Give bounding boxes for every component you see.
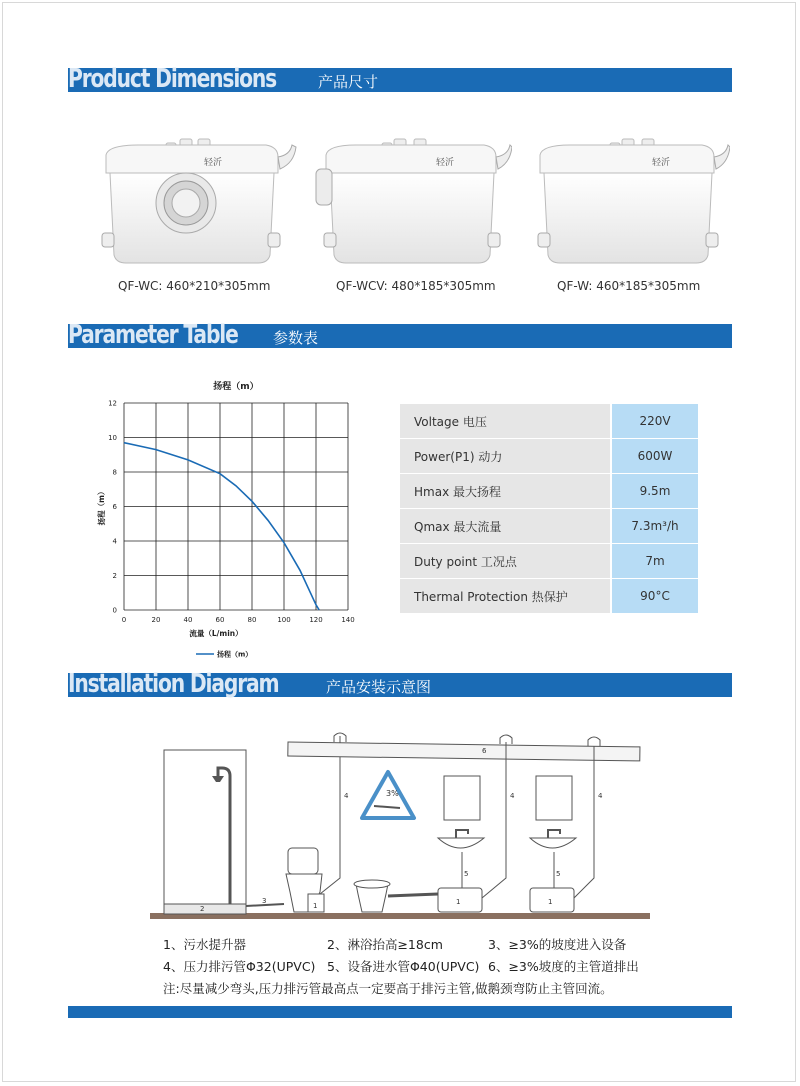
y-tick-label: 2 — [112, 572, 117, 580]
y-tick-label: 8 — [112, 468, 117, 477]
x-tick-label: 140 — [341, 616, 355, 624]
shower-pipe — [218, 768, 230, 904]
y-tick-label: 0 — [112, 606, 117, 615]
installation-diagram — [150, 728, 650, 923]
x-tick-label: 60 — [215, 616, 225, 624]
series-line — [124, 443, 319, 610]
parameter-label: Hmax 最大扬程 — [400, 474, 611, 509]
x-tick-label: 120 — [309, 616, 323, 624]
section-title-en: Parameter Table — [68, 320, 238, 350]
legend-item-2: 2、淋浴抬高≥18cm — [327, 937, 443, 952]
product-caption-1: QF-WC: 460*210*305mm — [118, 279, 271, 293]
product-image-qf-wcv — [312, 135, 512, 265]
diagram-label-3: 3 — [262, 897, 267, 905]
main-pipe — [288, 742, 640, 761]
parameter-table — [400, 403, 698, 614]
mirror-1 — [444, 776, 480, 820]
diagram-label-6: 6 — [482, 747, 487, 755]
y-tick-label: 6 — [112, 503, 117, 511]
section-title-en: Product Dimensions — [68, 64, 277, 94]
diagram-label-5: 5 — [464, 870, 469, 878]
product-logo-1: 轻沂 — [204, 158, 223, 168]
legend-item-5: 5、设备进水管Φ40(UPVC) — [327, 959, 480, 974]
parameter-label: Voltage 电压 — [400, 404, 611, 439]
parameter-label: Thermal Protection 热保护 — [400, 579, 611, 614]
diagram-label-5b: 5 — [556, 870, 561, 878]
parameter-value: 7m — [611, 544, 698, 579]
product-logo-3: 轻沂 — [652, 158, 671, 168]
parameter-value: 9.5m — [611, 474, 698, 509]
section-title-cn: 参数表 — [273, 329, 319, 347]
parameter-value: 220V — [611, 404, 698, 439]
parameter-value: 90°C — [611, 579, 698, 614]
slope-sign-label: 3% — [386, 789, 399, 798]
section-header-installation — [68, 669, 732, 699]
section-title-en: Installation Diagram — [68, 669, 279, 699]
toilet-tank — [288, 848, 318, 874]
parameter-row — [400, 579, 698, 614]
shower-head-icon — [212, 776, 224, 782]
installation-note: 注:尽量减少弯头,压力排污管最高点一定要高于排污主管,做鹅颈弯防止主管回流。 — [163, 981, 613, 996]
x-tick-label: 40 — [183, 616, 193, 624]
product-logo-2: 轻沂 — [436, 158, 455, 168]
pump-curve-chart — [92, 375, 362, 665]
sink-2 — [530, 838, 576, 848]
diagram-label-1a: 1 — [313, 902, 318, 910]
parameter-value: 600W — [611, 439, 698, 474]
x-tick-label: 20 — [151, 616, 161, 624]
mirror-2 — [536, 776, 572, 820]
sink-1 — [438, 838, 484, 848]
section-title-cn: 产品安装示意图 — [326, 678, 432, 696]
parameter-value: 7.3m³/h — [611, 509, 698, 544]
legend-label: 扬程（m） — [217, 650, 253, 659]
diagram-label-1c: 1 — [548, 898, 553, 906]
legend-item-4: 4、压力排污管Φ32(UPVC) — [163, 959, 316, 974]
x-tick-label: 0 — [121, 616, 127, 624]
legend-item-1: 1、污水提升器 — [163, 937, 246, 952]
section-title-cn: 产品尺寸 — [318, 73, 379, 91]
diagram-label-4c: 4 — [598, 792, 603, 800]
parameter-label: Power(P1) 动力 — [400, 439, 611, 474]
x-tick-label: 100 — [277, 616, 291, 624]
shower-base — [164, 904, 246, 914]
product-image-qf-w — [530, 135, 730, 265]
parameter-row — [400, 509, 698, 544]
x-axis-label: 流量（L/min） — [189, 629, 243, 638]
product-caption-3: QF-W: 460*185*305mm — [557, 279, 701, 293]
diagram-label-4a: 4 — [344, 792, 349, 800]
y-tick-label: 4 — [112, 537, 117, 546]
y-axis-label: 扬程（m） — [97, 487, 106, 526]
chart-title: 扬程（m） — [213, 382, 259, 392]
parameter-row — [400, 474, 698, 509]
diagram-label-2: 2 — [200, 905, 205, 913]
parameter-row — [400, 544, 698, 579]
diagram-label-1b: 1 — [456, 898, 461, 906]
section-header-parameters — [68, 320, 732, 350]
parameter-row — [400, 439, 698, 474]
shower-cabin — [164, 750, 246, 908]
diagram-label-4b: 4 — [510, 792, 515, 800]
y-tick-label: 12 — [108, 399, 117, 408]
section-header-dimensions — [68, 64, 732, 94]
product-caption-2: QF-WCV: 480*185*305mm — [336, 279, 496, 293]
x-tick-label: 80 — [247, 616, 257, 624]
product-image-qf-wc — [98, 135, 298, 265]
bottom-bar — [68, 1006, 732, 1018]
y-tick-label: 10 — [108, 434, 117, 442]
legend-item-6: 6、≥3%坡度的主管道排出 — [488, 959, 639, 974]
parameter-label: Qmax 最大流量 — [400, 509, 611, 544]
legend-item-3: 3、≥3%的坡度进入设备 — [488, 937, 627, 952]
parameter-row — [400, 404, 698, 439]
parameter-label: Duty point 工况点 — [400, 544, 611, 579]
